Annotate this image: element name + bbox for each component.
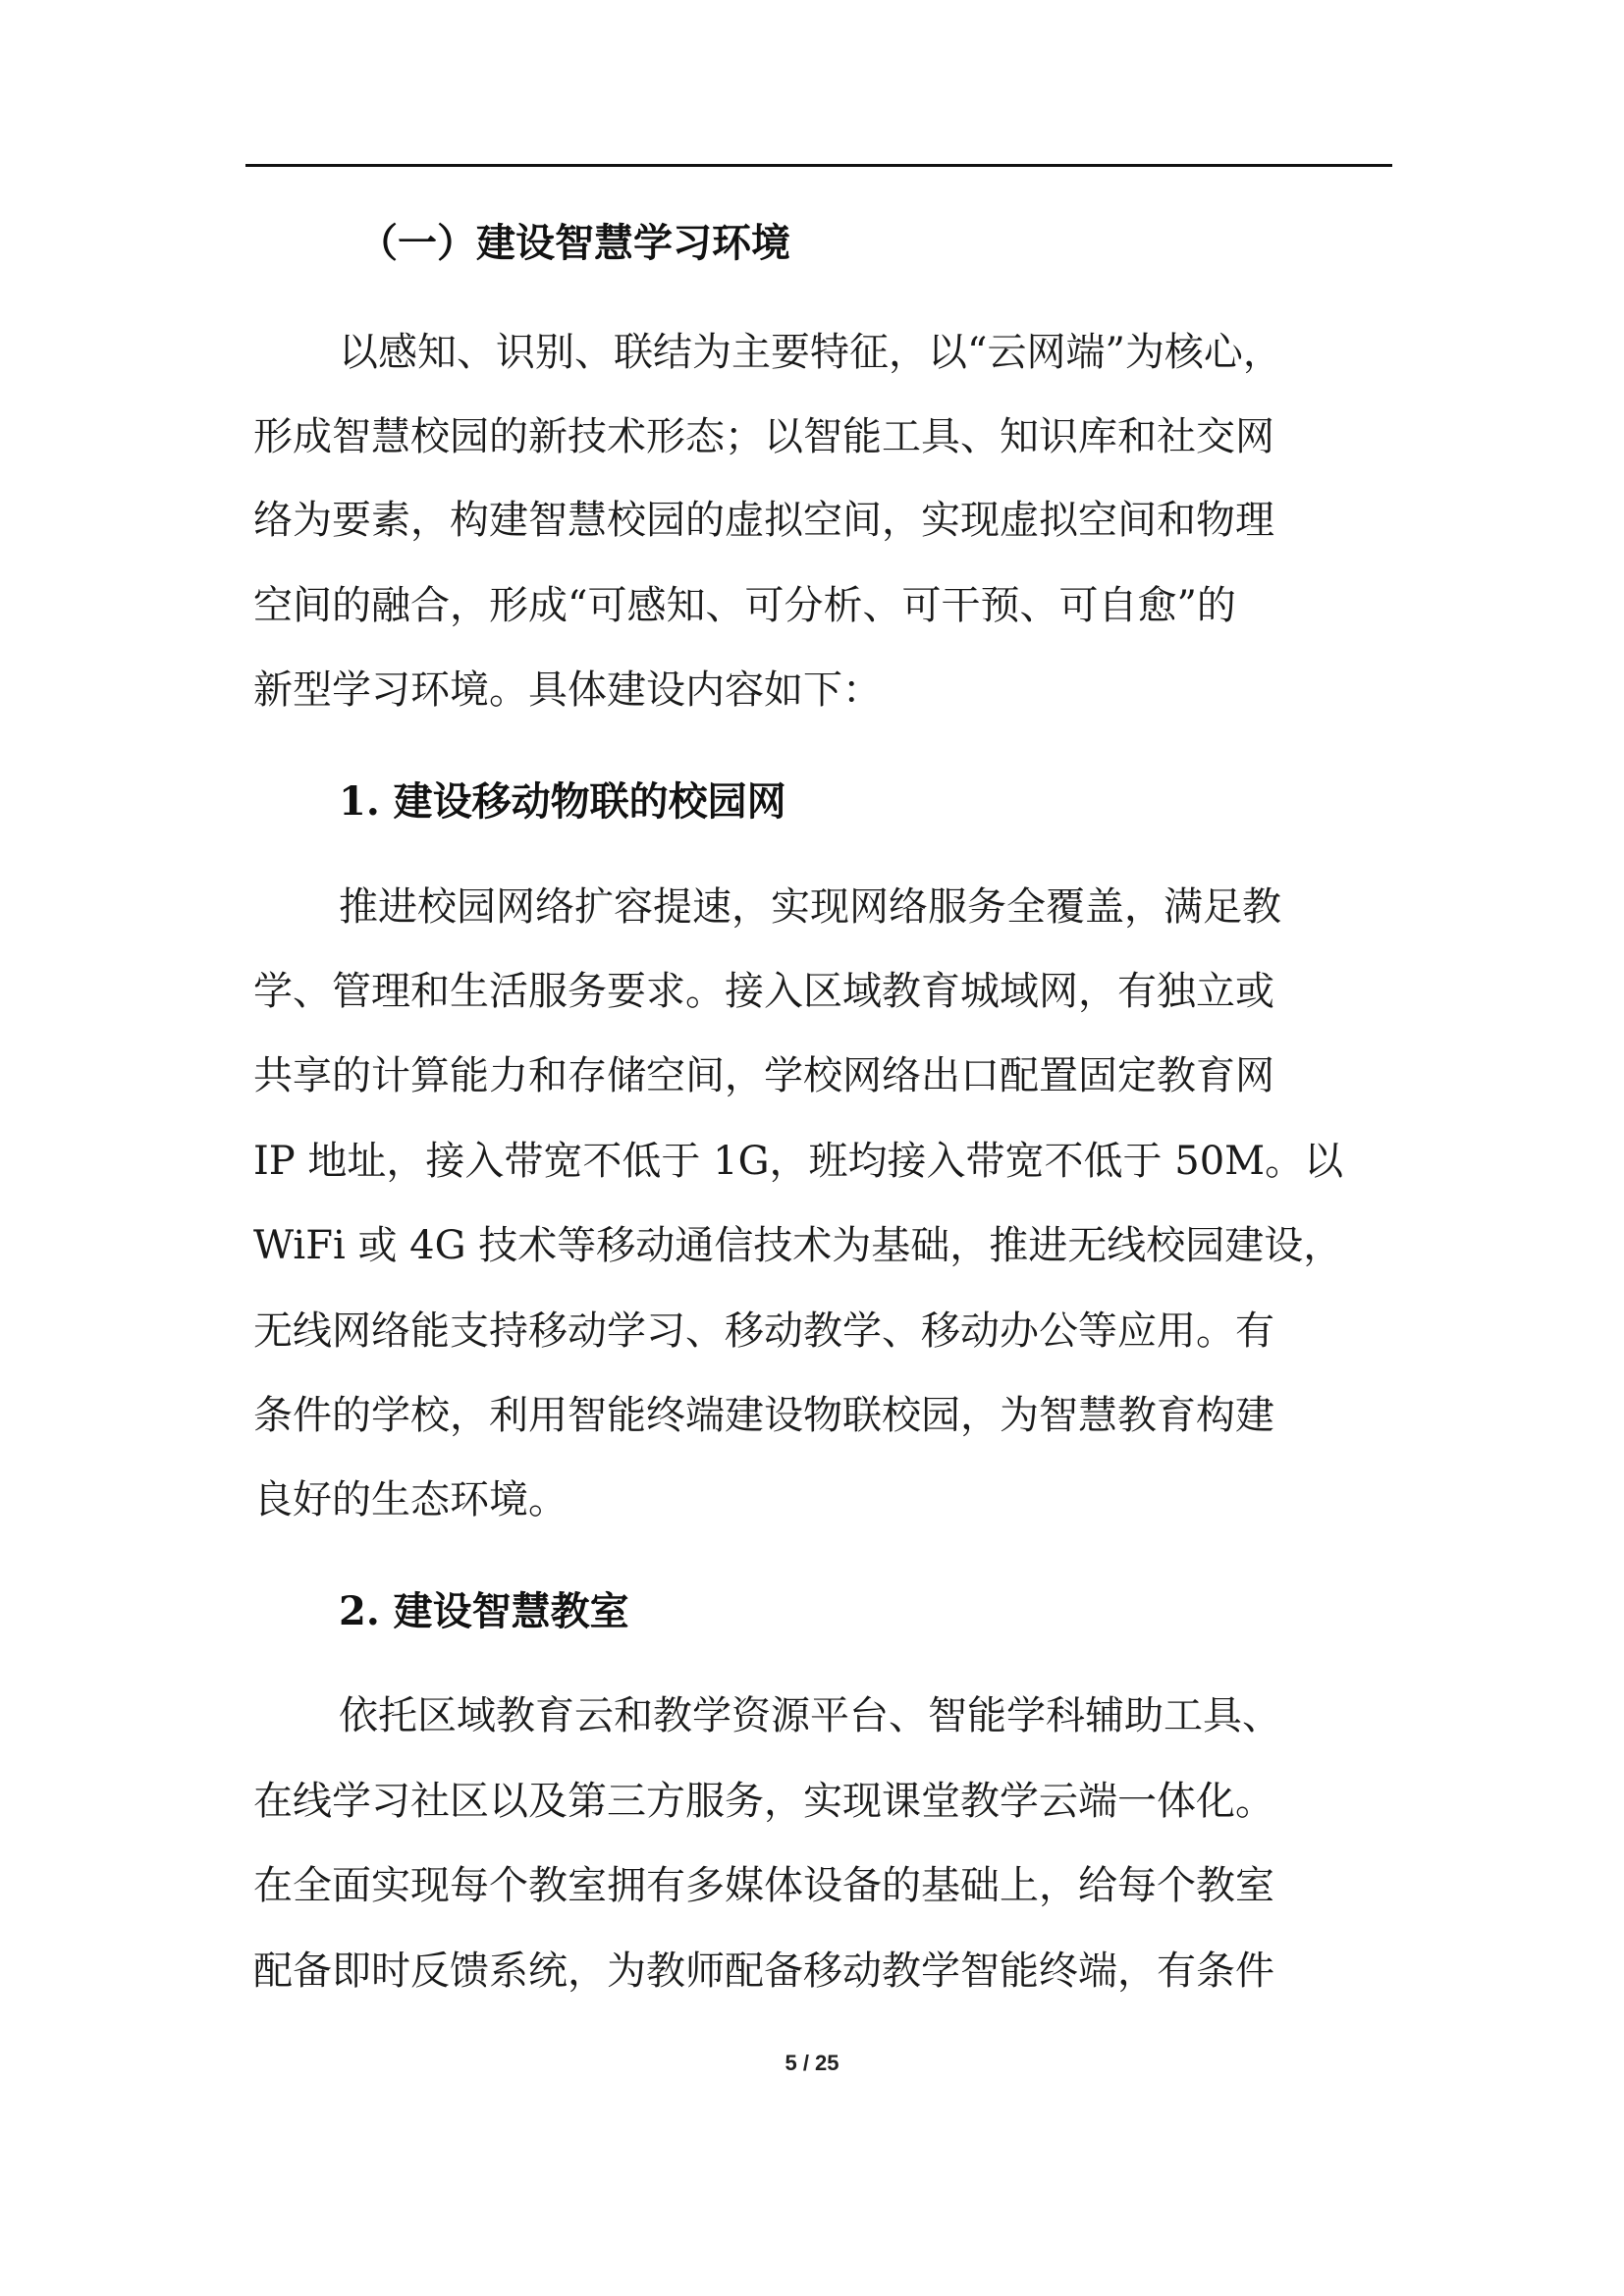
subsection-1-line: 良好的生态环境。 xyxy=(253,1477,568,1522)
subsection-2-heading: 2. 建设智慧教室 xyxy=(339,1588,629,1634)
page-number: 5 / 25 xyxy=(785,2051,839,2075)
subsection-2-line: 在线学习社区以及第三方服务，实现课堂教学云端一体化。 xyxy=(253,1779,1274,1824)
section-heading: （一）建设智慧学习环境 xyxy=(358,220,790,266)
intro-line: 络为要素，构建智慧校园的虚拟空间，实现虚拟空间和物理 xyxy=(253,498,1274,543)
subsection-1-line: 无线网络能支持移动学习、移动教学、移动办公等应用。有 xyxy=(253,1308,1274,1354)
subsection-1-line: 推进校园网络扩容提速，实现网络服务全覆盖，满足教 xyxy=(339,884,1281,930)
subsection-1-line: IP 地址，接入带宽不低于 1G，班均接入带宽不低于 50M。以 xyxy=(253,1139,1344,1184)
subsection-1-line: 条件的学校，利用智能终端建设物联校园，为智慧教育构建 xyxy=(253,1393,1274,1438)
subsection-1-line: WiFi 或 4G 技术等移动通信技术为基础，推进无线校园建设， xyxy=(253,1223,1343,1268)
subsection-1-line: 学、管理和生活服务要求。接入区域教育城域网，有独立或 xyxy=(253,969,1274,1014)
subsection-1-heading: 1. 建设移动物联的校园网 xyxy=(339,778,786,825)
intro-line: 新型学习环境。具体建设内容如下： xyxy=(253,667,882,713)
intro-line: 空间的融合，形成“可感知、可分析、可干预、可自愈”的 xyxy=(253,583,1236,628)
intro-line: 以感知、识别、联结为主要特征，以“云网端”为核心， xyxy=(339,330,1282,375)
subsection-2-line: 依托区域教育云和教学资源平台、智能学科辅助工具、 xyxy=(339,1693,1281,1738)
header-rule xyxy=(245,164,1392,167)
subsection-2-line: 配备即时反馈系统，为教师配备移动教学智能终端，有条件 xyxy=(253,1949,1274,1994)
subsection-1-line: 共享的计算能力和存储空间，学校网络出口配置固定教育网 xyxy=(253,1053,1274,1098)
subsection-2-line: 在全面实现每个教室拥有多媒体设备的基础上，给每个教室 xyxy=(253,1863,1274,1908)
intro-line: 形成智慧校园的新技术形态；以智能工具、知识库和社交网 xyxy=(253,414,1274,459)
